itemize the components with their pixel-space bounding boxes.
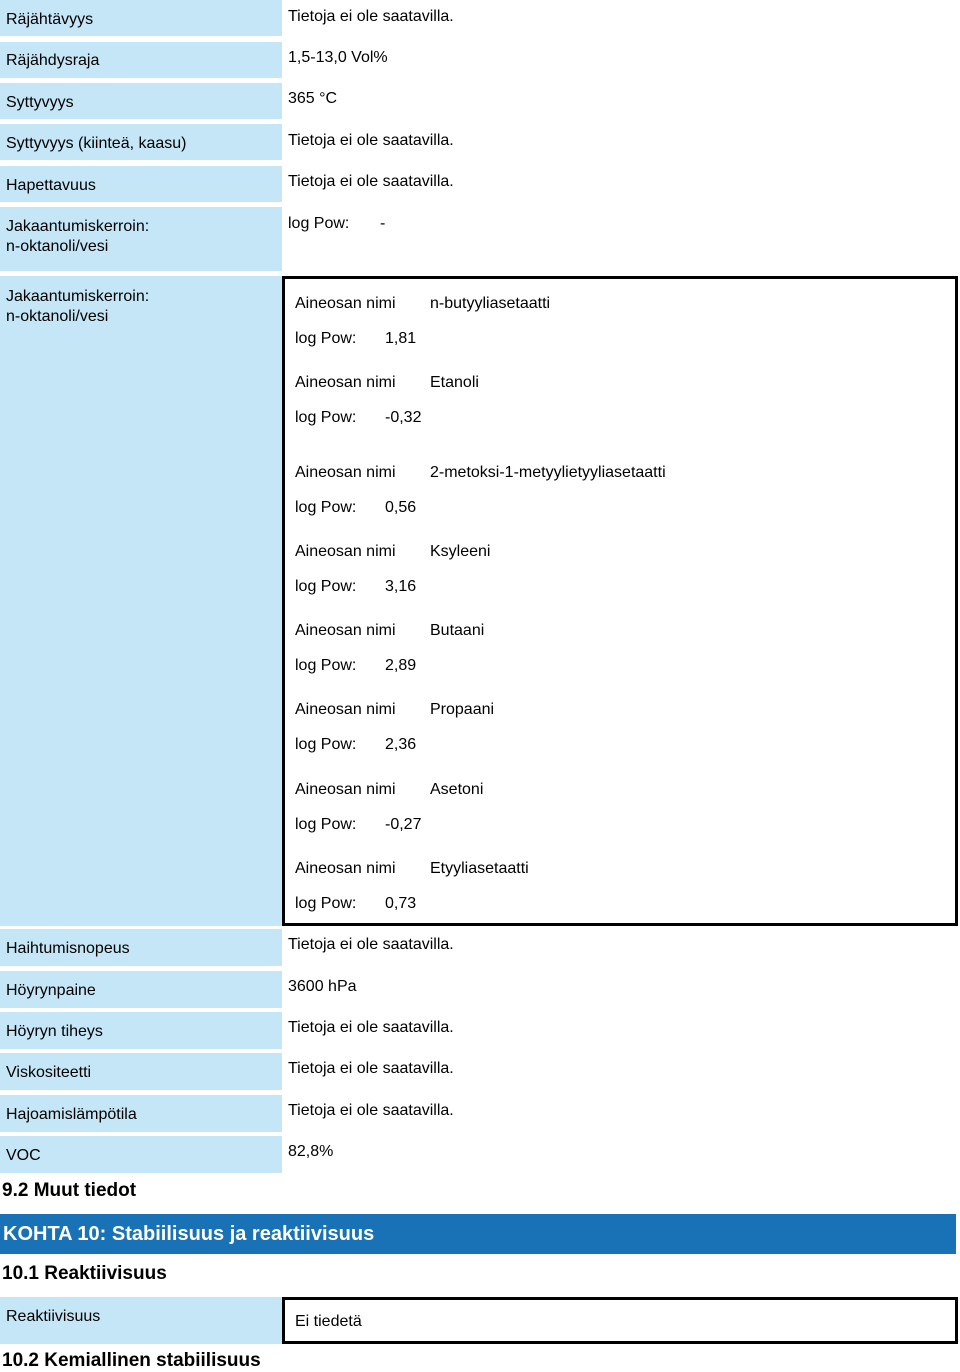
name-key: Aineosan nimi — [295, 860, 396, 877]
ingredient-name: Ksyleeni — [430, 543, 491, 560]
property-label: Hapettavuus — [0, 166, 282, 202]
ingredient-name-line — [295, 463, 666, 483]
ingredient-name-line — [295, 373, 479, 393]
property-value: Tietoja ei ole saatavilla. — [288, 1019, 454, 1036]
property-label: Syttyvyys — [0, 83, 282, 119]
ingredient-name: Etanoli — [430, 374, 479, 391]
ingredient-name: 2-metoksi-1-metyylietyyliasetaatti — [430, 464, 666, 481]
property-label: Syttyvyys (kiinteä, kaasu) — [0, 124, 282, 160]
pow-key: log Pow: — [295, 409, 357, 426]
property-label: VOC — [0, 1136, 282, 1173]
ingredient-pow: 3,16 — [385, 578, 417, 595]
ingredient-name-line — [295, 294, 550, 314]
pow-key: log Pow: — [295, 736, 357, 753]
pow-key: log Pow: — [295, 499, 357, 516]
name-key: Aineosan nimi — [295, 622, 396, 639]
property-label: Räjähdysraja — [0, 42, 282, 78]
pow-key: log Pow: — [295, 816, 357, 833]
property-value: Tietoja ei ole saatavilla. — [288, 1102, 454, 1119]
pow-key: log Pow: — [295, 895, 357, 912]
ingredient-pow-line — [295, 815, 421, 835]
property-value: Tietoja ei ole saatavilla. — [288, 1060, 454, 1077]
ingredient-name-line — [295, 542, 490, 562]
ingredient-pow-line — [295, 656, 416, 676]
reactivity-value: Ei tiedetä — [295, 1313, 362, 1330]
label-line: Jakaantumiskerroin: — [6, 218, 150, 235]
label-line: n-oktanoli/vesi — [6, 238, 109, 255]
ingredient-name: Butaani — [430, 622, 485, 639]
pow-key: log Pow: — [295, 330, 357, 347]
log-pow-value: - — [380, 215, 386, 232]
property-label: Haihtumisnopeus — [0, 929, 282, 966]
ingredient-pow: 2,36 — [385, 736, 417, 753]
ingredient-name-line — [295, 859, 529, 879]
ingredient-list-box — [282, 276, 958, 926]
property-value: Tietoja ei ole saatavilla. — [288, 173, 454, 190]
ingredient-name: Asetoni — [430, 781, 484, 798]
property-label: Höyryn tiheys — [0, 1012, 282, 1049]
subheading-other-information: 9.2 Muut tiedot — [2, 1180, 137, 1201]
ingredient-name-line — [295, 621, 484, 641]
property-value: Tietoja ei ole saatavilla. — [288, 8, 454, 25]
ingredient-pow: -0,32 — [385, 409, 422, 426]
property-value: Tietoja ei ole saatavilla. — [288, 936, 454, 953]
ingredient-pow: 2,89 — [385, 657, 417, 674]
section-10-header: KOHTA 10: Stabiilisuus ja reaktiivisuus — [0, 1214, 956, 1254]
ingredient-name-line — [295, 700, 494, 720]
subheading-chemical-stability: 10.2 Kemiallinen stabiilisuus — [2, 1350, 261, 1371]
ingredient-pow-line — [295, 577, 416, 597]
property-label: Reaktiivisuus — [0, 1297, 282, 1344]
subheading-reactivity: 10.1 Reaktiivisuus — [2, 1263, 167, 1284]
property-label: Viskositeetti — [0, 1053, 282, 1090]
ingredient-name: Etyyliasetaatti — [430, 860, 529, 877]
ingredient-name-line — [295, 780, 483, 800]
name-key: Aineosan nimi — [295, 464, 396, 481]
reactivity-value-box — [282, 1297, 958, 1344]
ingredient-pow: 0,73 — [385, 895, 417, 912]
property-value: 3600 hPa — [288, 978, 357, 995]
log-pow-key: log Pow: — [288, 215, 350, 232]
property-value: 1,5-13,0 Vol% — [288, 49, 388, 66]
property-label — [0, 276, 282, 926]
property-value: Tietoja ei ole saatavilla. — [288, 132, 454, 149]
property-value: 82,8% — [288, 1143, 334, 1160]
name-key: Aineosan nimi — [295, 543, 396, 560]
ingredient-pow: 0,56 — [385, 499, 417, 516]
ingredient-pow: -0,27 — [385, 816, 422, 833]
label-line: Jakaantumiskerroin: — [6, 288, 150, 305]
pow-key: log Pow: — [295, 657, 357, 674]
ingredient-name: n-butyyliasetaatti — [430, 295, 551, 312]
pow-key: log Pow: — [295, 578, 357, 595]
name-key: Aineosan nimi — [295, 295, 396, 312]
property-value — [288, 214, 385, 234]
ingredient-pow-line — [295, 329, 416, 349]
ingredient-name: Propaani — [430, 701, 495, 718]
ingredient-pow: 1,81 — [385, 330, 417, 347]
ingredient-pow-line — [295, 408, 421, 428]
name-key: Aineosan nimi — [295, 781, 396, 798]
ingredient-pow-line — [295, 735, 416, 755]
ingredient-pow-line — [295, 894, 416, 914]
name-key: Aineosan nimi — [295, 374, 396, 391]
label-line: n-oktanoli/vesi — [6, 308, 109, 325]
ingredient-pow-line — [295, 498, 416, 518]
name-key: Aineosan nimi — [295, 701, 396, 718]
property-value: 365 °C — [288, 90, 338, 107]
property-label: Höyrynpaine — [0, 971, 282, 1008]
property-label: Hajoamislämpötila — [0, 1095, 282, 1132]
property-label — [0, 207, 282, 271]
property-label: Räjähtävyys — [0, 0, 282, 36]
